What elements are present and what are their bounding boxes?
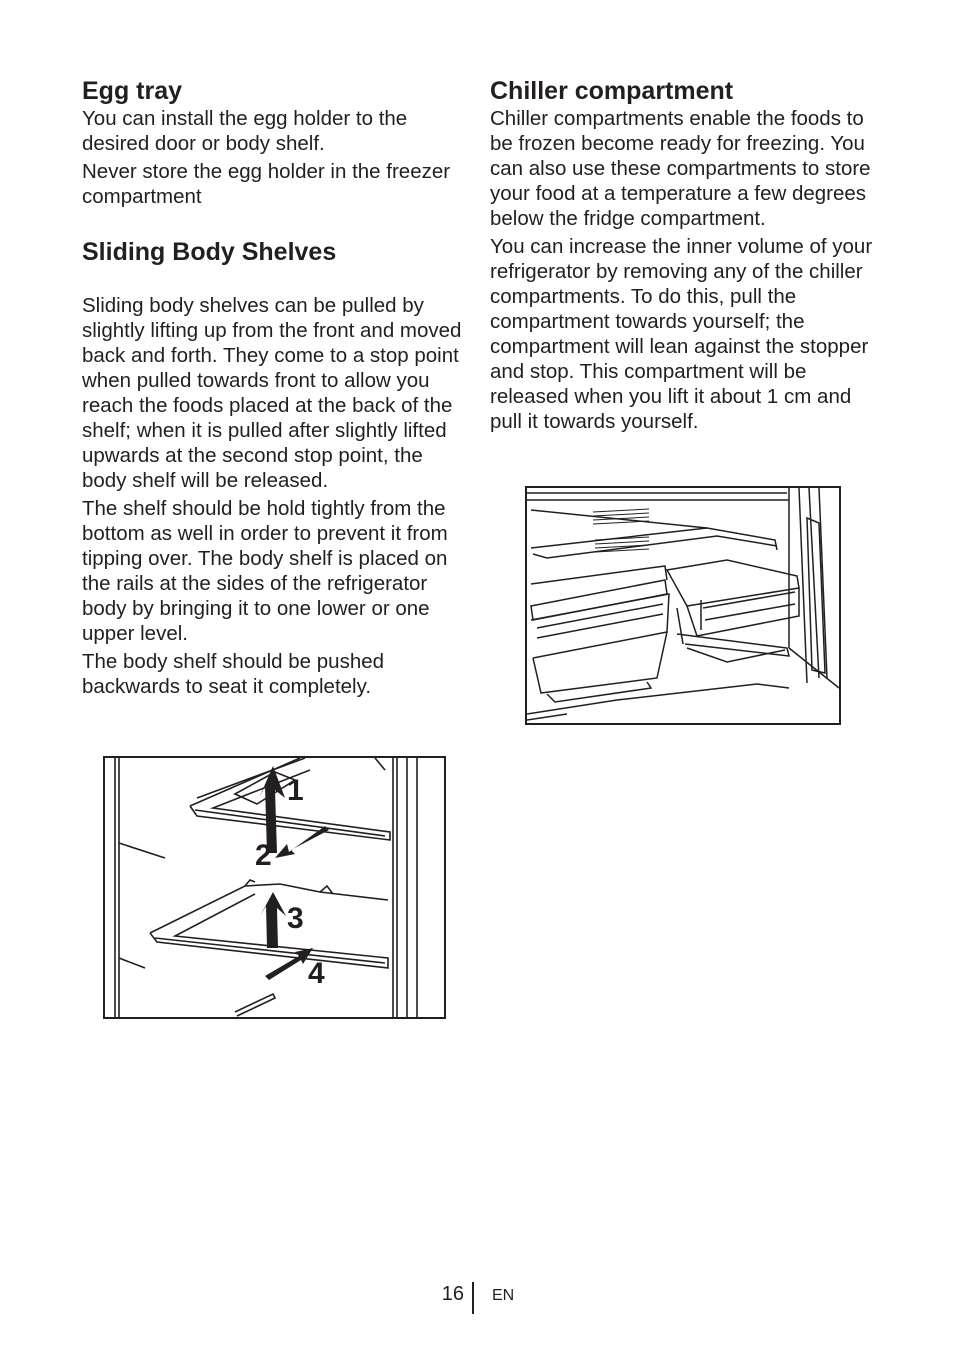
chiller-paragraph-2: You can increase the inner volume of your refrigerator by removing any of the chiller compartments. To do this, pull the compartment towards yourself; the compartment will lean against the stopper and stop. This compartment will be released when you lift it about 1 cm and pull it towards yourself.: [490, 235, 873, 433]
language-code: EN: [492, 1287, 515, 1304]
sliding-shelves-illustration: [103, 756, 446, 1019]
sliding-shelves-paragraph-3: The body shelf should be pushed backwards to seat it completely.: [82, 650, 385, 698]
left-column: [82, 76, 462, 702]
right-column: [490, 76, 880, 437]
step-label-3: 3: [287, 902, 304, 935]
egg-tray-paragraph-1: You can install the egg holder to the desired door or body shelf.: [82, 107, 408, 155]
chiller-heading: Chiller compartment: [490, 77, 734, 105]
egg-tray-heading: Egg tray: [82, 77, 183, 105]
step-label-1: 1: [287, 774, 304, 807]
chiller-paragraph-1: Chiller compartments enable the foods to be frozen become ready for freezing. You can also use these compartments to store your food at a temperature a few degrees below the fridge compartment.: [490, 107, 871, 230]
arrow-diagonal-icon: [275, 826, 329, 858]
sliding-shelves-paragraph-1: Sliding body shelves can be pulled by slightly lifting up from the front and moved back and forth. They come to a stop point when pulled towards front to allow you reach the foods placed at the back of the shelf; when it is pulled after slightly lifted upwards at the second stop point, the body shelf will be released.: [82, 294, 462, 492]
sliding-shelves-heading: Sliding Body Shelves: [82, 238, 337, 266]
page-number: 16: [441, 1283, 464, 1305]
page-footer: [0, 1282, 954, 1316]
sliding-shelves-paragraph-2: The shelf should be hold tightly from the bottom as well in order to prevent it from tipping over. The body shelf is placed on the rails at the sides of the refrigerator body by bringing it to one lower or one upper level.: [82, 497, 448, 645]
arrow-up-icon: [260, 892, 286, 948]
step-label-4: 4: [308, 957, 325, 990]
step-label-2: 2: [255, 839, 272, 872]
chiller-drawing: [527, 488, 839, 723]
shelves-drawing: [105, 758, 444, 1017]
chiller-compartment-illustration: [525, 486, 841, 725]
footer-divider: [472, 1282, 474, 1314]
egg-tray-paragraph-2: Never store the egg holder in the freezer compartment: [82, 160, 451, 208]
